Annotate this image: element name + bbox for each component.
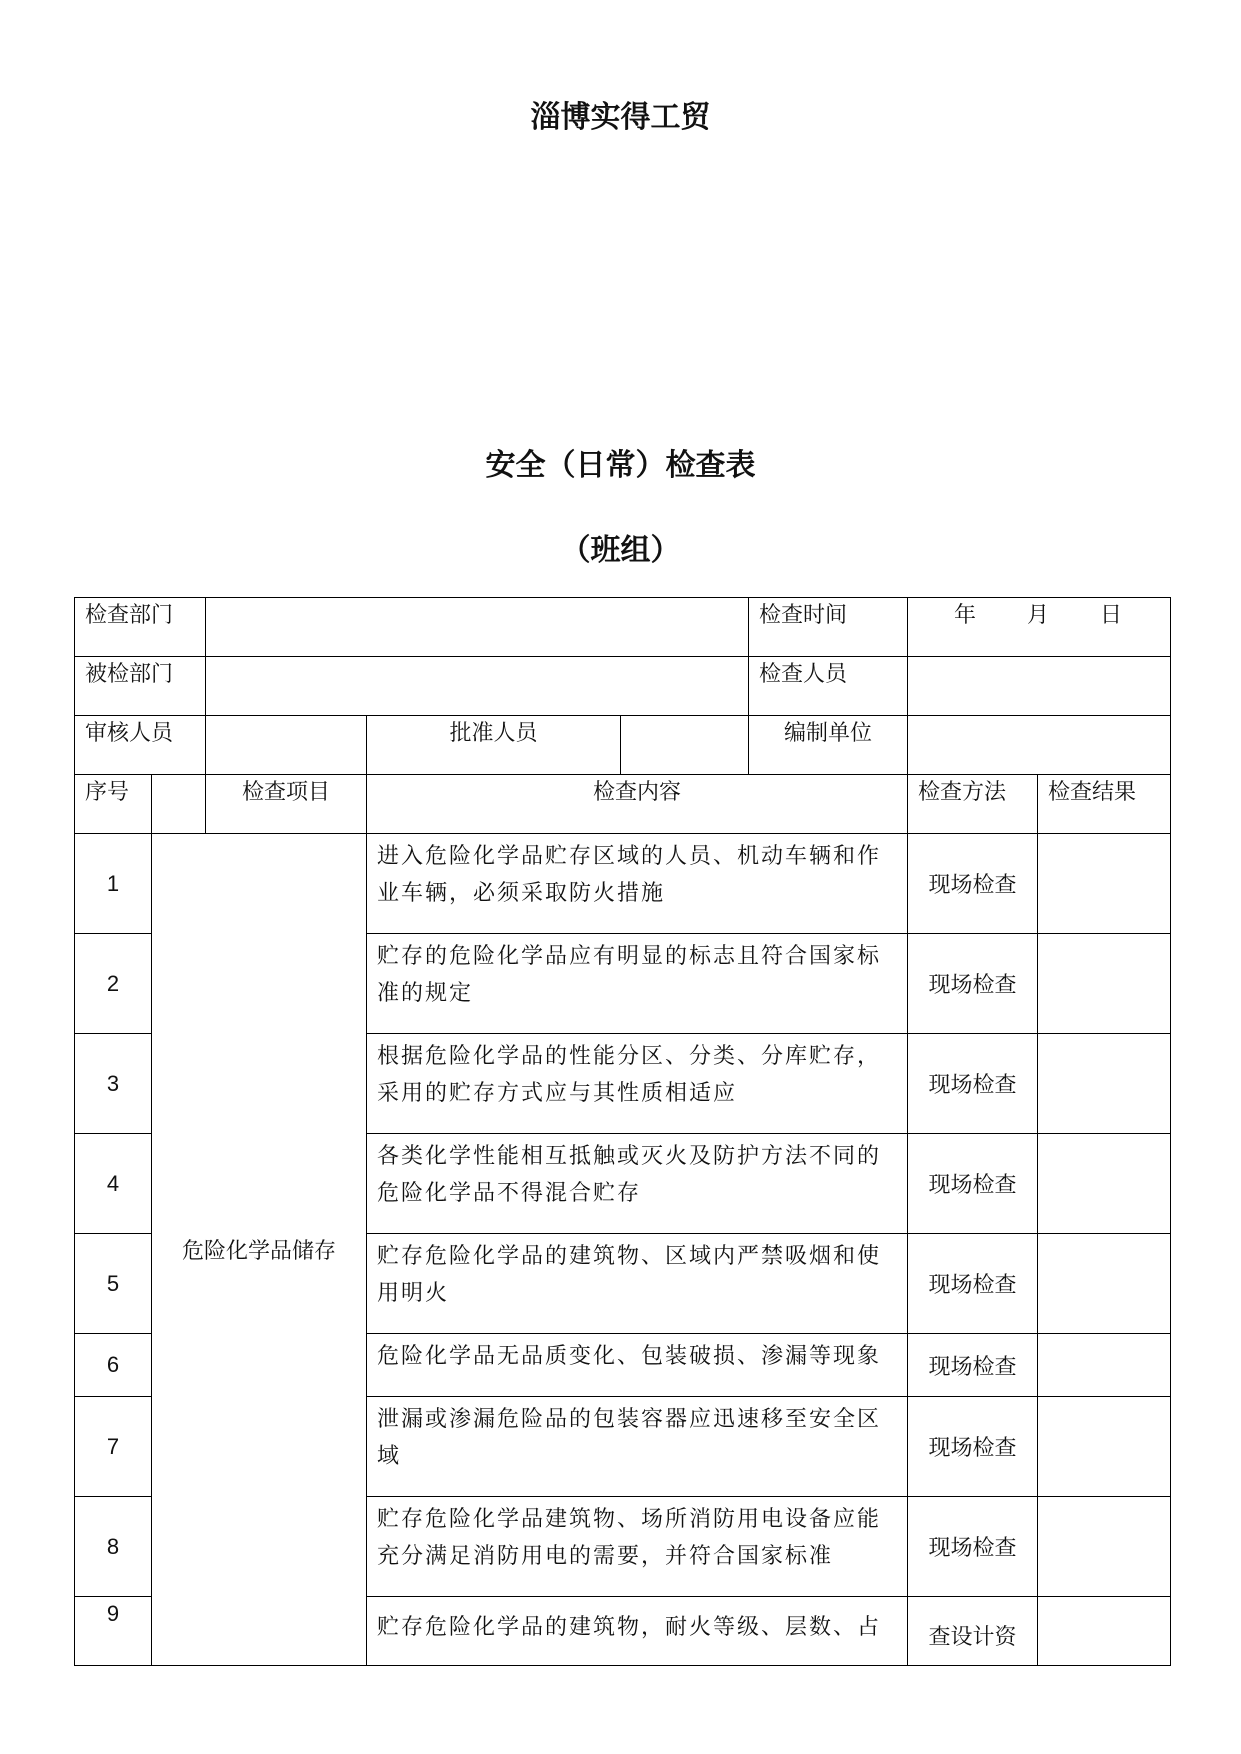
- row-method: 现场检查: [908, 1234, 1038, 1334]
- row-content: 泄漏或渗漏危险品的包装容器应迅速移至安全区域: [367, 1397, 908, 1497]
- inspection-table: [74, 597, 1171, 1666]
- row-content: 贮存的危险化学品应有明显的标志且符合国家标准的规定: [367, 934, 908, 1034]
- row-number: 2: [75, 934, 152, 1034]
- inspector-field[interactable]: [908, 657, 1171, 716]
- reviewer-field[interactable]: [206, 716, 367, 775]
- row-number: 8: [75, 1497, 152, 1597]
- row-content: 进入危险化学品贮存区域的人员、机动车辆和作业车辆，必须采取防火措施: [367, 834, 908, 934]
- col-no-header: 序号: [75, 775, 152, 834]
- row-method: 现场检查: [908, 1497, 1038, 1597]
- row-method: 现场检查: [908, 1397, 1038, 1497]
- row-number: 6: [75, 1334, 152, 1397]
- reviewer-label: 审核人员: [75, 716, 206, 775]
- row-content: 贮存危险化学品的建筑物、区域内严禁吸烟和使用明火: [367, 1234, 908, 1334]
- row-method: 查设计资: [908, 1597, 1038, 1666]
- row-result[interactable]: [1038, 1497, 1171, 1597]
- header-row-2: [75, 657, 1171, 716]
- row-number: 4: [75, 1134, 152, 1234]
- inspect-time-field[interactable]: 年 月 日: [908, 598, 1171, 657]
- document-subtitle: （班组）: [560, 533, 681, 568]
- row-number: 1: [75, 834, 152, 934]
- row-content: 各类化学性能相互抵触或灭火及防护方法不同的危险化学品不得混合贮存: [367, 1134, 908, 1234]
- row-result[interactable]: [1038, 1397, 1171, 1497]
- header-row-1: [75, 598, 1171, 657]
- approver-label: 批准人员: [367, 716, 621, 775]
- row-number: 5: [75, 1234, 152, 1334]
- row-content: 贮存危险化学品建筑物、场所消防用电设备应能充分满足消防用电的需要，并符合国家标准: [367, 1497, 908, 1597]
- row-content: 根据危险化学品的性能分区、分类、分库贮存，采用的贮存方式应与其性质相适应: [367, 1034, 908, 1134]
- col-blank-header: [152, 775, 206, 834]
- row-method: 现场检查: [908, 1334, 1038, 1397]
- inspect-dept-field[interactable]: [206, 598, 749, 657]
- header-row-3: [75, 716, 1171, 775]
- row-result[interactable]: [1038, 834, 1171, 934]
- row-number: 3: [75, 1034, 152, 1134]
- unit-label: 编制单位: [749, 716, 908, 775]
- row-content: 危险化学品无品质变化、包装破损、渗漏等现象: [367, 1334, 908, 1397]
- row-method: 现场检查: [908, 1034, 1038, 1134]
- col-item-header: 检查项目: [206, 775, 367, 834]
- category-cell: 危险化学品储存: [152, 834, 367, 1666]
- row-method: 现场检查: [908, 934, 1038, 1034]
- row-number: 9: [75, 1597, 152, 1666]
- inspected-dept-field[interactable]: [206, 657, 749, 716]
- row-number: 7: [75, 1397, 152, 1497]
- row-result[interactable]: [1038, 1334, 1171, 1397]
- document-title: 安全（日常）检查表: [485, 448, 756, 483]
- inspect-dept-label: 检查部门: [75, 598, 206, 657]
- table-row: [75, 834, 1171, 934]
- inspector-label: 检查人员: [749, 657, 908, 716]
- column-header-row: [75, 775, 1171, 834]
- row-result[interactable]: [1038, 1234, 1171, 1334]
- row-method: 现场检查: [908, 1134, 1038, 1234]
- row-result[interactable]: [1038, 1034, 1171, 1134]
- row-content: 贮存危险化学品的建筑物，耐火等级、层数、占: [367, 1597, 908, 1666]
- col-result-header: 检查结果: [1038, 775, 1171, 834]
- col-method-header: 检查方法: [908, 775, 1038, 834]
- company-name: 淄博实得工贸: [530, 100, 711, 135]
- row-method: 现场检查: [908, 834, 1038, 934]
- unit-field[interactable]: [908, 716, 1171, 775]
- inspect-time-label: 检查时间: [749, 598, 908, 657]
- row-result[interactable]: [1038, 1597, 1171, 1666]
- inspected-dept-label: 被检部门: [75, 657, 206, 716]
- col-content-header: 检查内容: [367, 775, 908, 834]
- row-result[interactable]: [1038, 1134, 1171, 1234]
- approver-field[interactable]: [621, 716, 749, 775]
- row-result[interactable]: [1038, 934, 1171, 1034]
